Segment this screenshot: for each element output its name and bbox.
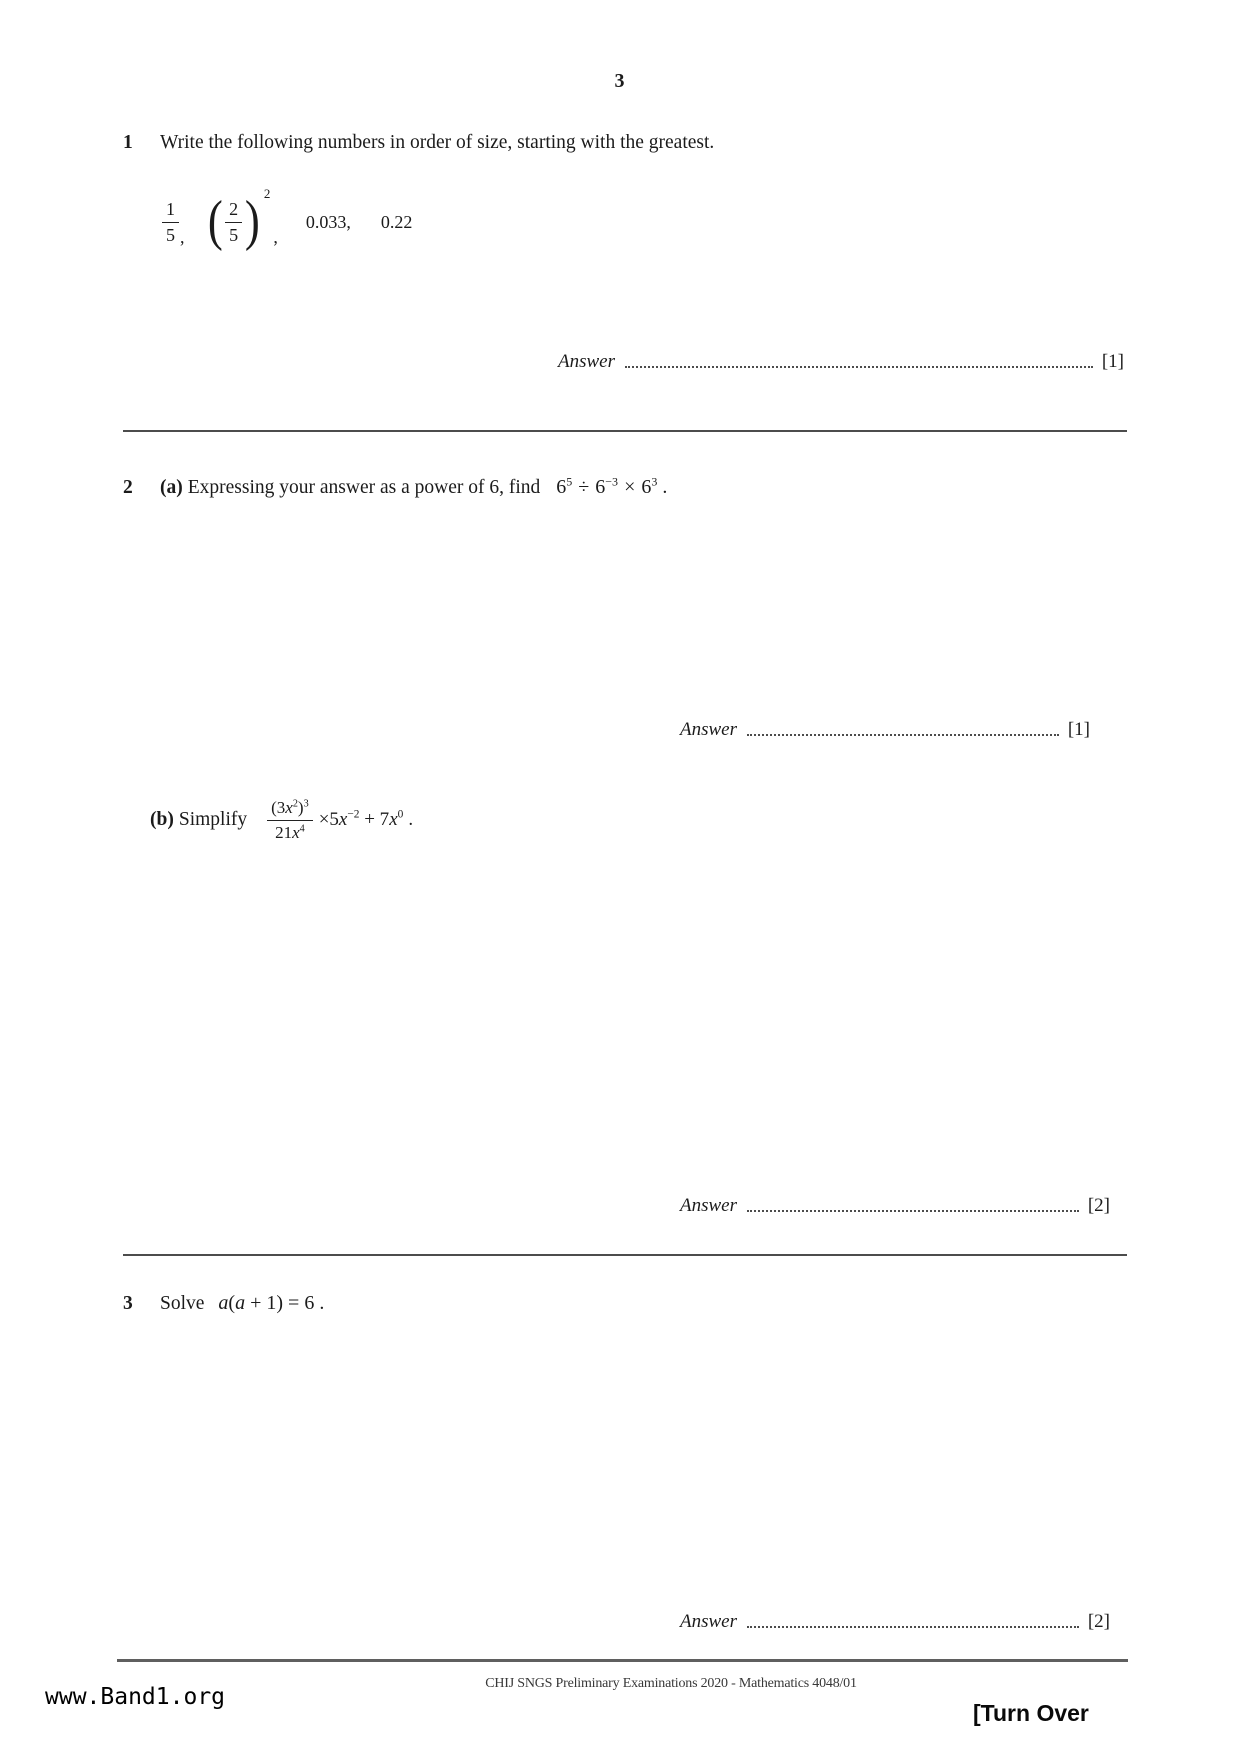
question-1-text: Write the following numbers in order of size, starting with the greatest. <box>160 132 715 153</box>
base: 6 <box>556 476 567 498</box>
section-divider <box>123 1254 1127 1256</box>
period: . <box>408 809 414 830</box>
coefficient: 21 <box>275 822 293 842</box>
answer-label: Answer <box>680 1611 737 1632</box>
exponent: −2 <box>347 808 360 821</box>
exponent: 4 <box>299 822 305 834</box>
fraction-numerator: 2 <box>225 198 242 223</box>
fraction-two-fifths <box>225 198 242 246</box>
answer-line-q2a <box>680 720 1090 739</box>
question-3-text: Solve <box>160 1293 205 1314</box>
exponent: 2 <box>263 186 271 201</box>
question-2b <box>150 780 413 860</box>
answer-dotted-line <box>747 1210 1079 1212</box>
marks-badge: [1] <box>1101 351 1124 372</box>
question-2a <box>123 476 667 499</box>
open-paren: ( <box>228 1292 236 1314</box>
question-2b-expression-tail <box>319 809 413 831</box>
answer-line-q3 <box>680 1612 1110 1631</box>
fraction-numerator: 1 <box>162 198 179 223</box>
decimal-value: 0.22 <box>380 211 413 232</box>
question-3-expression <box>218 1292 324 1315</box>
fraction-denominator: 5 <box>229 224 239 245</box>
equation-tail: + 1) = 6 <box>245 1292 315 1314</box>
multiply-term: ×5 <box>318 809 339 830</box>
variable-x: x <box>292 822 300 842</box>
exponent: −3 <box>605 474 619 489</box>
period: . <box>662 476 668 498</box>
exponent: 3 <box>303 798 309 810</box>
answer-dotted-line <box>747 734 1059 736</box>
question-1 <box>123 132 714 154</box>
fraction-denominator: 5 <box>166 224 175 245</box>
base: 6 <box>641 476 652 498</box>
marks-badge: [2] <box>1087 1611 1110 1632</box>
question-2b-text: Simplify <box>178 809 248 830</box>
algebraic-fraction <box>267 797 313 843</box>
fraction-denominator <box>275 821 305 843</box>
turn-over-label: [Turn Over <box>973 1700 1089 1726</box>
question-2a-expression <box>556 476 667 499</box>
question-3-number: 3 <box>123 1293 133 1314</box>
period: . <box>319 1292 325 1314</box>
answer-label: Answer <box>680 719 737 740</box>
question-1-expression <box>162 186 412 258</box>
close-paren: ) <box>297 798 304 818</box>
answer-line-q2b <box>680 1196 1110 1215</box>
part-a-label: (a) <box>160 477 183 498</box>
footer-rule <box>117 1659 1128 1662</box>
comma: , <box>273 227 278 247</box>
coefficient: (3 <box>271 798 286 818</box>
exponent: 0 <box>397 808 404 821</box>
close-paren: ) <box>245 190 260 253</box>
exponent: 3 <box>651 474 658 489</box>
variable-a: a <box>235 1292 246 1314</box>
divide-operator: ÷ <box>578 476 590 498</box>
answer-line-q1 <box>558 352 1124 371</box>
exponent: 2 <box>292 798 298 810</box>
exponent: 5 <box>566 474 573 489</box>
open-paren: ( <box>207 190 223 253</box>
question-2-number: 2 <box>123 477 133 498</box>
answer-dotted-line <box>625 366 1093 368</box>
plus-term: + 7 <box>359 809 390 830</box>
marks-badge: [1] <box>1067 719 1090 740</box>
comma: , <box>180 227 185 247</box>
fraction-one-fifth <box>162 198 179 246</box>
answer-dotted-line <box>747 1626 1079 1628</box>
footer-website: www.Band1.org <box>45 1684 226 1710</box>
footer-exam-title: CHIJ SNGS Preliminary Examinations 2020 - Mathematics 4048/01 <box>485 1676 857 1691</box>
question-2a-text: Expressing your answer as a power of 6, find <box>187 477 541 498</box>
fraction-numerator <box>267 797 313 820</box>
base: 6 <box>595 476 606 498</box>
question-1-number: 1 <box>123 132 133 153</box>
multiply-operator: × <box>624 476 636 498</box>
variable-x: x <box>285 798 293 818</box>
variable-a: a <box>218 1292 229 1314</box>
section-divider <box>123 430 1127 432</box>
question-3 <box>123 1292 324 1315</box>
answer-label: Answer <box>558 351 615 372</box>
decimal-value: 0.033, <box>305 211 351 232</box>
part-b-label: (b) <box>150 809 174 830</box>
answer-label: Answer <box>680 1195 737 1216</box>
page-number: 3 <box>614 70 625 92</box>
variable-x: x <box>389 809 398 830</box>
variable-x: x <box>338 809 348 830</box>
marks-badge: [2] <box>1087 1195 1110 1216</box>
